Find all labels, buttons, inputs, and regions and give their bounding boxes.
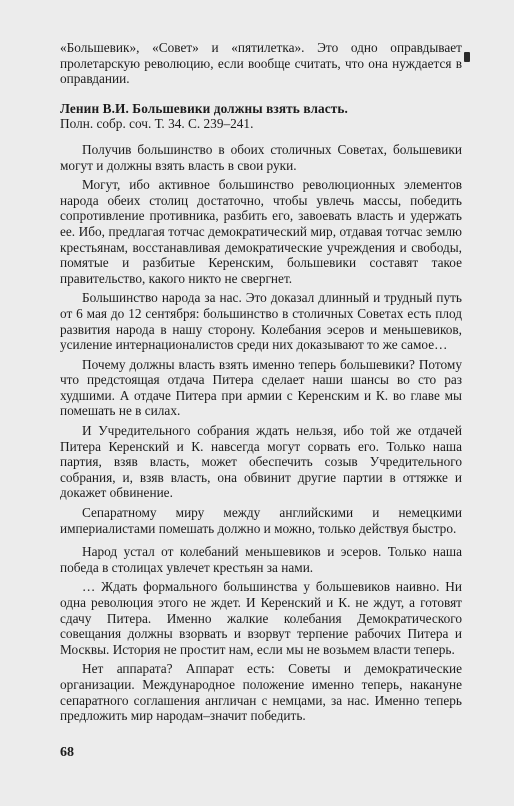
- page-text-column: [60, 40, 462, 724]
- section-heading-block: [60, 101, 462, 132]
- body-paragraph: Почему должны власть взять именно теперь большевики? Потому что предстоящая отдача Питера сделает наши шансы во сто раз худшими. А отдаче Питера при армии с Керенским и К. во главе мы помешать не в силах.: [60, 356, 462, 419]
- section-heading: Ленин В.И. Большевики должны взять власть.: [60, 100, 348, 116]
- body-paragraph: … Ждать формального большинства у большевиков наивно. Ни одна революция этого не ждет. И Керенский и К. не ждут, а готовят сдачу Питера. Именно жалкие колебания Демократического совещания должны взорвать и взорвут терпение рабочих Питера и Москвы. История не простит нам, если мы не возьмем власти теперь.: [60, 579, 462, 657]
- margin-ink-mark: [464, 52, 470, 62]
- section-source: Полн. собр. соч. Т. 34. С. 239–241.: [60, 116, 254, 132]
- intro-paragraph: «Большевик», «Совет» и «пятилетка». Это одно оправдывает пролетарскую революцию, если вообще считать, что она нуждается в оправдании.: [60, 40, 462, 87]
- body-paragraph: Сепаратному миру между английскими и немецкими империалистами помешать должно и можно, только действуя быстро.: [60, 505, 462, 536]
- body-paragraph: И Учредительного собрания ждать нельзя, ибо той же отдачей Питера Керенский и К. навсегда могут сорвать его. Только наша партия, взяв власть, может обеспечить созыв Учредительного собрания, и, взяв власть, она обвинит другие партии в оттяжке и докажет обвинение.: [60, 423, 462, 501]
- page-number: 68: [60, 745, 74, 760]
- body-paragraph: Могут, ибо активное большинство революционных элементов народа обеих столиц достаточно, чтобы увлечь массы, победить сопротивление противника, разбить его, завоевать власть и удержать ее. Ибо, предлагая тотчас демократический мир, отдавая тотчас землю крестьянам, восстанавливая демократические учреждения и свободы, помятые и разбитые Керенским, большевики составят такое правительство, какого никто не свергнет.: [60, 177, 462, 286]
- body-paragraph: Получив большинство в обоих столичных Советах, большевики могут и должны взять власть в свои руки.: [60, 141, 462, 173]
- body-paragraph: Народ устал от колебаний меньшевиков и эсеров. Только наша победа в столицах увлечет крестьян за нами.: [60, 544, 462, 575]
- body-paragraph: Большинство народа за нас. Это доказал длинный и трудный путь от 6 мая до 12 сентября: большинство в столичных Советах есть плод развития народа в нашу сторону. Колебания эсеров и меньшевиков, усиление интернационалистов среди них доказывают то же самое…: [60, 290, 462, 353]
- body-paragraph: Нет аппарата? Аппарат есть: Советы и демократические организации. Международное положение именно теперь, накануне сепаратного соглашения англичан с немцами, за нас. Именно теперь предложить мир народам–значит победить.: [60, 661, 462, 724]
